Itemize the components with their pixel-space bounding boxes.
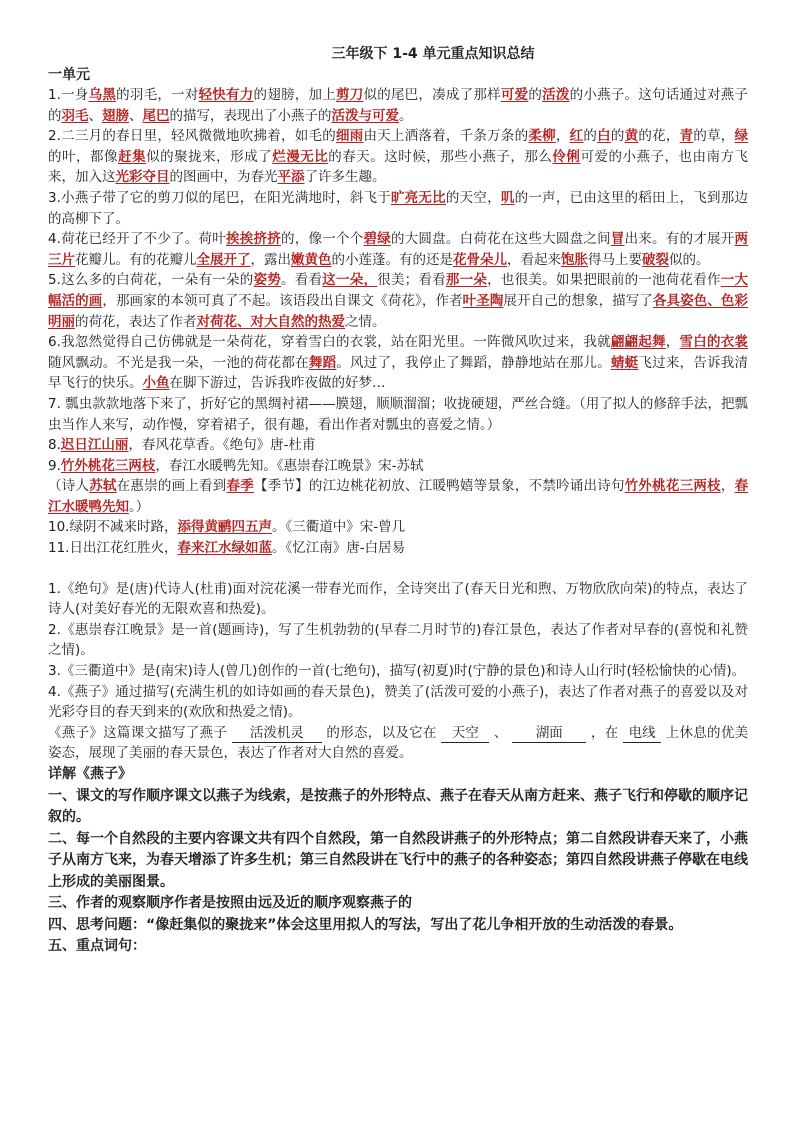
passage-text: 的大圆盘。白荷花在这些大圆盘之间: [390, 231, 611, 248]
keyword-highlight: 乌黑: [88, 87, 117, 103]
passage-text: 11.日出江花红胜火，: [48, 540, 178, 557]
keyword-highlight: 春季: [226, 478, 254, 495]
fill-blank: 天空: [441, 724, 489, 743]
keyword-highlight: 全展开了: [196, 251, 251, 268]
fill-text: 《燕子》这篇课文描写了燕子: [48, 724, 228, 741]
keyword-highlight: 挨挨挤挤: [226, 231, 281, 248]
section-observation-order: 三、作者的观察顺序作者是按照由远及近的顺序观察燕子的: [48, 895, 412, 911]
keyword-highlight: 姿势: [253, 272, 281, 289]
section-key-phrases: 五、重点词句：: [48, 938, 146, 954]
passage-text: ，春风花草香。《绝句》唐-杜甫: [128, 437, 316, 454]
keyword-highlight: 翅膀: [102, 107, 129, 124]
passage-text: 了许多生趣。: [304, 169, 386, 186]
passage-text: 8.: [48, 437, 61, 454]
passage-text: 的: [583, 128, 598, 145]
keyword-highlight: 烂漫无比: [272, 148, 329, 165]
passage-paragraph: [48, 538, 748, 559]
passage-text: 的翅膀，加上: [253, 87, 336, 103]
keyword-highlight: 剪刀: [335, 87, 364, 103]
passage-text: 的荷花，表达了作者: [75, 313, 197, 330]
passage-paragraph: [48, 188, 748, 229]
passage-text: 。《三衢道中》宋-曾几: [271, 519, 406, 536]
keyword-highlight: 对荷花、对大自然的热爱: [196, 313, 345, 330]
passage-text: 在脚下游过，告诉我昨夜做的好梦…: [169, 375, 386, 392]
keyword-highlight: 绿: [734, 128, 749, 145]
document-page: [48, 44, 748, 958]
passage-text: ，那画家的本领可真了不起。该语段出自课文《荷花》，作者: [102, 292, 463, 309]
keyword-highlight: 叽: [500, 189, 515, 206]
keyword-highlight: 白: [597, 128, 611, 145]
fill-in-sentence: [48, 723, 748, 764]
fill-text: 、: [493, 724, 508, 741]
passage-text: 的: [610, 128, 625, 145]
passage-text: 9.: [48, 457, 61, 474]
passage-paragraph: [48, 270, 748, 332]
keyword-highlight: 碧绿: [363, 231, 391, 248]
passage-text: 之情。: [345, 313, 386, 330]
keyword-highlight: 花骨朵儿: [453, 251, 507, 268]
passage-text: 的，像一个个: [281, 231, 364, 248]
keyword-highlight: 红: [569, 128, 584, 145]
passage-text: 的: [528, 87, 543, 103]
keyword-highlight: 竹外桃花三两枝: [624, 478, 721, 495]
passage-text: 的小燕子。这句话通过对燕子的: [48, 87, 748, 124]
keyword-highlight: 活泼: [542, 87, 570, 103]
passage-text: （诗人: [48, 478, 90, 495]
spacer: [48, 559, 748, 579]
keyword-highlight: 羽毛: [61, 107, 89, 124]
keyword-highlight: 尾巴: [142, 107, 170, 124]
fill-blank: 活泼机灵: [232, 724, 322, 743]
fill-text: 上休息的优美姿态，展现了美丽的春天景色，表达了作者对大自然的喜爱。: [48, 724, 749, 762]
passage-text: 。: [399, 107, 413, 124]
passage-text: ，露出: [250, 251, 291, 268]
note-paragraph: 2.《惠崇春江晚景》是一首(题画诗)，写了生机勃勃的(早春二月时节的)春江景色，表达了作者对早春的(喜悦和礼赞之情)。: [48, 621, 748, 659]
keyword-highlight: 春江水暖鸭先知: [48, 478, 749, 515]
passage-text: ，看起来: [507, 251, 561, 268]
fill-blank: 电线: [623, 724, 661, 743]
fill-text: ，在: [590, 724, 619, 741]
passage-text: 。《忆江南》唐-白居易: [271, 540, 406, 557]
passage-text: 10.绿阴不减来时路，: [48, 519, 178, 536]
keyword-highlight: 饱胀: [561, 251, 588, 268]
passage-paragraph: [48, 476, 748, 517]
passage-text: 得马上要: [588, 251, 642, 268]
keyword-highlight: 可爱: [500, 87, 529, 103]
keyword-highlight: 活泼与可爱: [331, 107, 399, 124]
passage-text: 7. 瓢虫款款地落下来了，折好它的黑绸衬裙——膜翅，顺顺溜溜；收拢硬翅，严丝合缝。（用了拟人的修辞手法，把瓢虫当作人来写，动作慢，穿着裙子，很有趣，看出作者对瓢虫的喜爱之情。）: [48, 395, 748, 433]
passage-text: 的图画中，为春光: [169, 169, 278, 186]
keyword-highlight: 小鱼: [142, 375, 170, 392]
passage-text: 的花，: [638, 128, 680, 145]
keyword-highlight: 舞蹈: [308, 354, 337, 371]
passage-text: 。风过了，我停止了舞蹈，静静地站在那儿。: [336, 354, 611, 371]
passage-text: 在惠崇的画上看到: [116, 478, 227, 495]
passage-text: 。）: [129, 498, 150, 515]
passage-text: 的草，: [693, 128, 735, 145]
passage-text: 的天空，: [445, 189, 501, 206]
keyword-highlight: 各具姿色、色彩明丽: [48, 292, 749, 330]
keyword-highlight: 伶俐: [552, 148, 581, 165]
keyword-highlight: 破裂: [642, 251, 669, 268]
keyword-highlight: 叶圣陶: [462, 292, 504, 309]
passage-paragraph: [48, 456, 748, 477]
fill-blank: 湖面: [512, 724, 586, 743]
keyword-highlight: 竹外桃花三两枝: [60, 457, 156, 474]
passage-text: 花瓣儿。有的花瓣儿: [75, 251, 197, 268]
keyword-highlight: 翩翩起舞: [610, 334, 666, 351]
passage-paragraph: [48, 126, 748, 188]
keyword-highlight: 一大幅活的画: [48, 272, 749, 309]
passage-text: ，春江水暖鸭先知。《惠崇春江晚景》宋-苏轼: [155, 457, 424, 474]
keyword-highlight: 细雨: [335, 128, 364, 145]
passage-text: ，: [665, 334, 680, 351]
passage-text: 2.二三月的春日里，轻风微微地吹拂着，如毛的: [48, 128, 336, 145]
passage-paragraph: [48, 517, 748, 538]
passage-text: 出来。有的才展开: [624, 231, 735, 248]
passage-text: 4.荷花已经开了不少了。荷叶: [48, 231, 227, 248]
keyword-highlight: 冒: [610, 231, 625, 248]
keyword-highlight: 迟日江山丽: [60, 437, 129, 454]
passage-text: ，: [720, 478, 735, 495]
passage-text: 【季节】的江边桃花初放、江暖鸭嬉等景象，不禁吟诵出诗句: [253, 478, 625, 495]
passage-text: 很美；看看: [377, 272, 446, 289]
passage-text: 似的聚拢来，形成了: [146, 148, 273, 165]
passage-text: 的描写，表现出了小燕子的: [169, 107, 332, 124]
note-paragraph: 3.《三衢道中》是(南宋)诗人(曾几)创作的一首(七绝句)，描写(初夏)时(宁静的景色)和诗人山行时(轻松愉快的心情)。: [48, 663, 746, 680]
fill-text: 的形态，以及它在: [326, 724, 437, 741]
keyword-highlight: 春来江水绿如蓝: [177, 540, 272, 557]
section-paragraph-content: 二、每一个自然段的主要内容课文共有四个自然段，第一自然段讲燕子的外形特点；第二自然段讲春天来了，小燕子从南方飞来，为春天增添了许多生机；第三自然段讲在飞行中的燕子的各种姿态；第四自然段讲燕子停歇在电线上形成的美丽图景。: [48, 830, 748, 890]
passage-paragraph: [48, 394, 748, 435]
passage-text: 的春天。这时候，那些小燕子，那么: [328, 148, 553, 165]
passage-paragraph: [48, 435, 748, 456]
passage-text: 的羽毛，一对: [116, 87, 199, 103]
passage-text: 1.一身: [48, 87, 89, 103]
keyword-highlight: 添得黄鹂四五声: [177, 519, 272, 536]
keyword-highlight: 蜻蜓: [610, 354, 639, 371]
note-paragraph: 4.《燕子》通过描写(充满生机的如诗如画的春天景色)，赞美了(活泼可爱的小燕子)，表达了作者对燕子的喜爱以及对光彩夺目的春天到来的(欢欣和热爱之情)。: [48, 683, 748, 721]
key-passages: [48, 85, 748, 559]
keyword-highlight: 两三片: [48, 231, 748, 268]
keyword-highlight: 黄: [624, 128, 639, 145]
passage-text: 可爱的小燕子，也由南方飞来，加入这: [48, 148, 749, 186]
passage-text: 由天上洒落着，千条万条的: [363, 128, 529, 145]
passage-text: ，: [555, 128, 570, 145]
detail-heading: 详解《燕子》: [48, 766, 132, 782]
passage-paragraph: [48, 85, 748, 126]
passage-text: 、: [129, 107, 143, 124]
passage-text: 似的尾巴，凑成了那样: [363, 87, 501, 103]
keyword-highlight: 嫩黄色: [291, 251, 332, 268]
passage-text: 随风飘动。不光是我一朵，一池的荷花都在: [48, 354, 309, 371]
section-writing-order: 一、课文的写作顺序课文以燕子为线索，是按燕子的外形特点、燕子在春天从南方赶来、燕子飞行和停歇的顺序记叙的。: [48, 787, 748, 825]
keyword-highlight: 苏轼: [89, 478, 117, 495]
passage-text: 展开自己的想象，描写了: [503, 292, 653, 309]
passage-paragraph: [48, 332, 748, 394]
passage-text: 的叶，都像: [48, 148, 119, 165]
keyword-highlight: 柔柳: [528, 128, 556, 145]
keyword-highlight: 旷亮无比: [390, 189, 446, 206]
passage-text: 。看看: [281, 272, 323, 289]
keyword-highlight: 那一朵: [445, 272, 488, 289]
keyword-highlight: 光彩夺目: [115, 169, 170, 186]
passage-text: 、: [88, 107, 102, 124]
passage-text: 5.这么多的白荷花，一朵有一朵的: [48, 272, 254, 289]
keyword-highlight: 赶集: [118, 148, 147, 165]
document-title: 三年级下 1-4 单元重点知识总结: [331, 46, 535, 62]
passage-text: ，也很美。如果把眼前的一池荷花看作: [487, 272, 721, 289]
note-paragraph: 1.《绝句》是(唐)代诗人(杜甫)面对浣花溪一带春光而作，全诗突出了(春天日光和煦、万物欣欣向荣)的特点，表达了诗人(对美好春光的无限欢喜和热爱)。: [48, 580, 748, 618]
keyword-highlight: 雪白的衣裳: [679, 334, 748, 351]
passage-text: 3.小燕子带了它的剪刀似的尾巴，在阳光满地时，斜飞于: [48, 189, 391, 206]
keyword-highlight: 青: [679, 128, 694, 145]
keyword-highlight: 轻快有力: [198, 87, 254, 103]
passage-text: 的小莲蓬。有的还是: [331, 251, 453, 268]
keyword-highlight: 这一朵，: [322, 272, 378, 289]
passage-paragraph: [48, 229, 748, 270]
passage-text: 的一声，已由这里的稻田上，飞到那边的高柳下了。: [48, 189, 748, 227]
section-thinking-question: 四、思考问题：“像赶集似的聚拢来”体会这里用拟人的写法，写出了花儿争相开放的生动活泼的春景。: [48, 916, 683, 933]
passage-text: 6.我忽然觉得自己仿佛就是一朵荷花，穿着雪白的衣裳，站在阳光里。一阵微风吹过来，我就: [48, 334, 611, 351]
unit-heading: 一单元: [48, 67, 90, 83]
passage-text: 飞过来，告诉我清早飞行的快乐。: [48, 354, 749, 392]
keyword-highlight: 平添: [277, 169, 305, 186]
poem-notes: [48, 579, 748, 723]
passage-text: 似的。: [669, 251, 710, 268]
